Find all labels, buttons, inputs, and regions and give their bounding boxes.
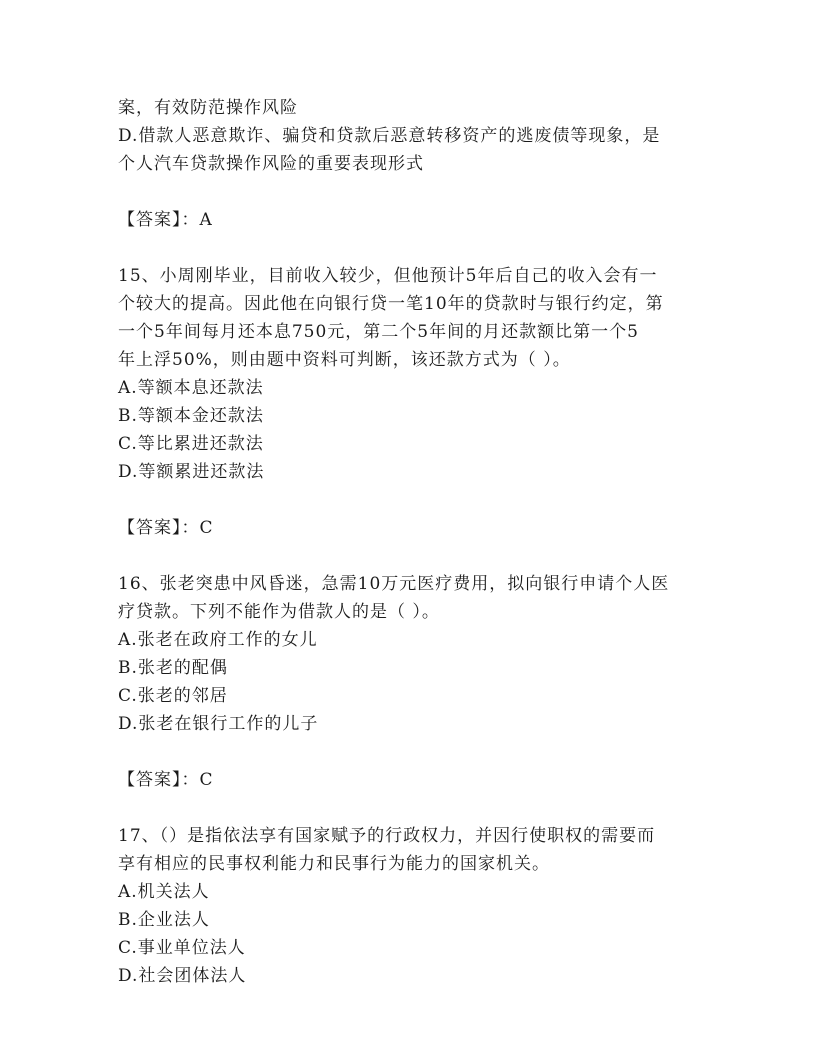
question-stem: 享有相应的民事权利能力和民事行为能力的国家机关。 bbox=[118, 854, 550, 874]
option-d: D.社会团体法人 bbox=[118, 966, 247, 986]
answer-line: 【答案】：C bbox=[118, 518, 214, 538]
option-a: A.机关法人 bbox=[118, 882, 210, 902]
question-stem: 16、张老突患中风昏迷，急需10万元医疗费用，拟向银行申请个人医 bbox=[118, 574, 670, 594]
option-a: A.等额本息还款法 bbox=[118, 378, 264, 398]
text-line: 个人汽车贷款操作风险的重要表现形式 bbox=[118, 154, 424, 174]
question-stem: 个较大的提高。因此他在向银行贷一笔10年的贷款时与银行约定，第 bbox=[118, 294, 664, 314]
option-c: C.事业单位法人 bbox=[118, 938, 246, 958]
option-c: C.张老的邻居 bbox=[118, 686, 228, 706]
option-b: B.企业法人 bbox=[118, 910, 210, 930]
option-b: B.张老的配偶 bbox=[118, 658, 228, 678]
option-a: A.张老在政府工作的女儿 bbox=[118, 630, 318, 650]
answer-line: 【答案】：C bbox=[118, 770, 214, 790]
question-stem: 一个5年间每月还本息750元，第二个5年间的月还款额比第一个5 bbox=[118, 322, 639, 342]
question-stem: 年上浮50%，则由题中资料可判断，该还款方式为（ ）。 bbox=[118, 350, 571, 370]
option-d: D.张老在银行工作的儿子 bbox=[118, 714, 319, 734]
question-17 bbox=[118, 822, 698, 990]
option-d: D.等额累进还款法 bbox=[118, 462, 265, 482]
text-line: 案，有效防范操作风险 bbox=[118, 98, 298, 118]
option-c: C.等比累进还款法 bbox=[118, 434, 264, 454]
question-stem: 17、（）是指依法享有国家赋予的行政权力，并因行使职权的需要而 bbox=[118, 826, 656, 846]
previous-question-continuation bbox=[118, 94, 698, 262]
exam-document bbox=[118, 94, 698, 990]
option-d: D.借款人恶意欺诈、骗贷和贷款后恶意转移资产的逃废债等现象，是 bbox=[118, 126, 661, 146]
question-stem: 疗贷款。下列不能作为借款人的是（ ）。 bbox=[118, 602, 440, 622]
answer-line: 【答案】：A bbox=[118, 210, 213, 230]
option-b: B.等额本金还款法 bbox=[118, 406, 264, 426]
question-16 bbox=[118, 570, 698, 822]
question-15 bbox=[118, 262, 698, 570]
question-stem: 15、小周刚毕业，目前收入较少，但他预计5年后自己的收入会有一 bbox=[118, 266, 658, 286]
